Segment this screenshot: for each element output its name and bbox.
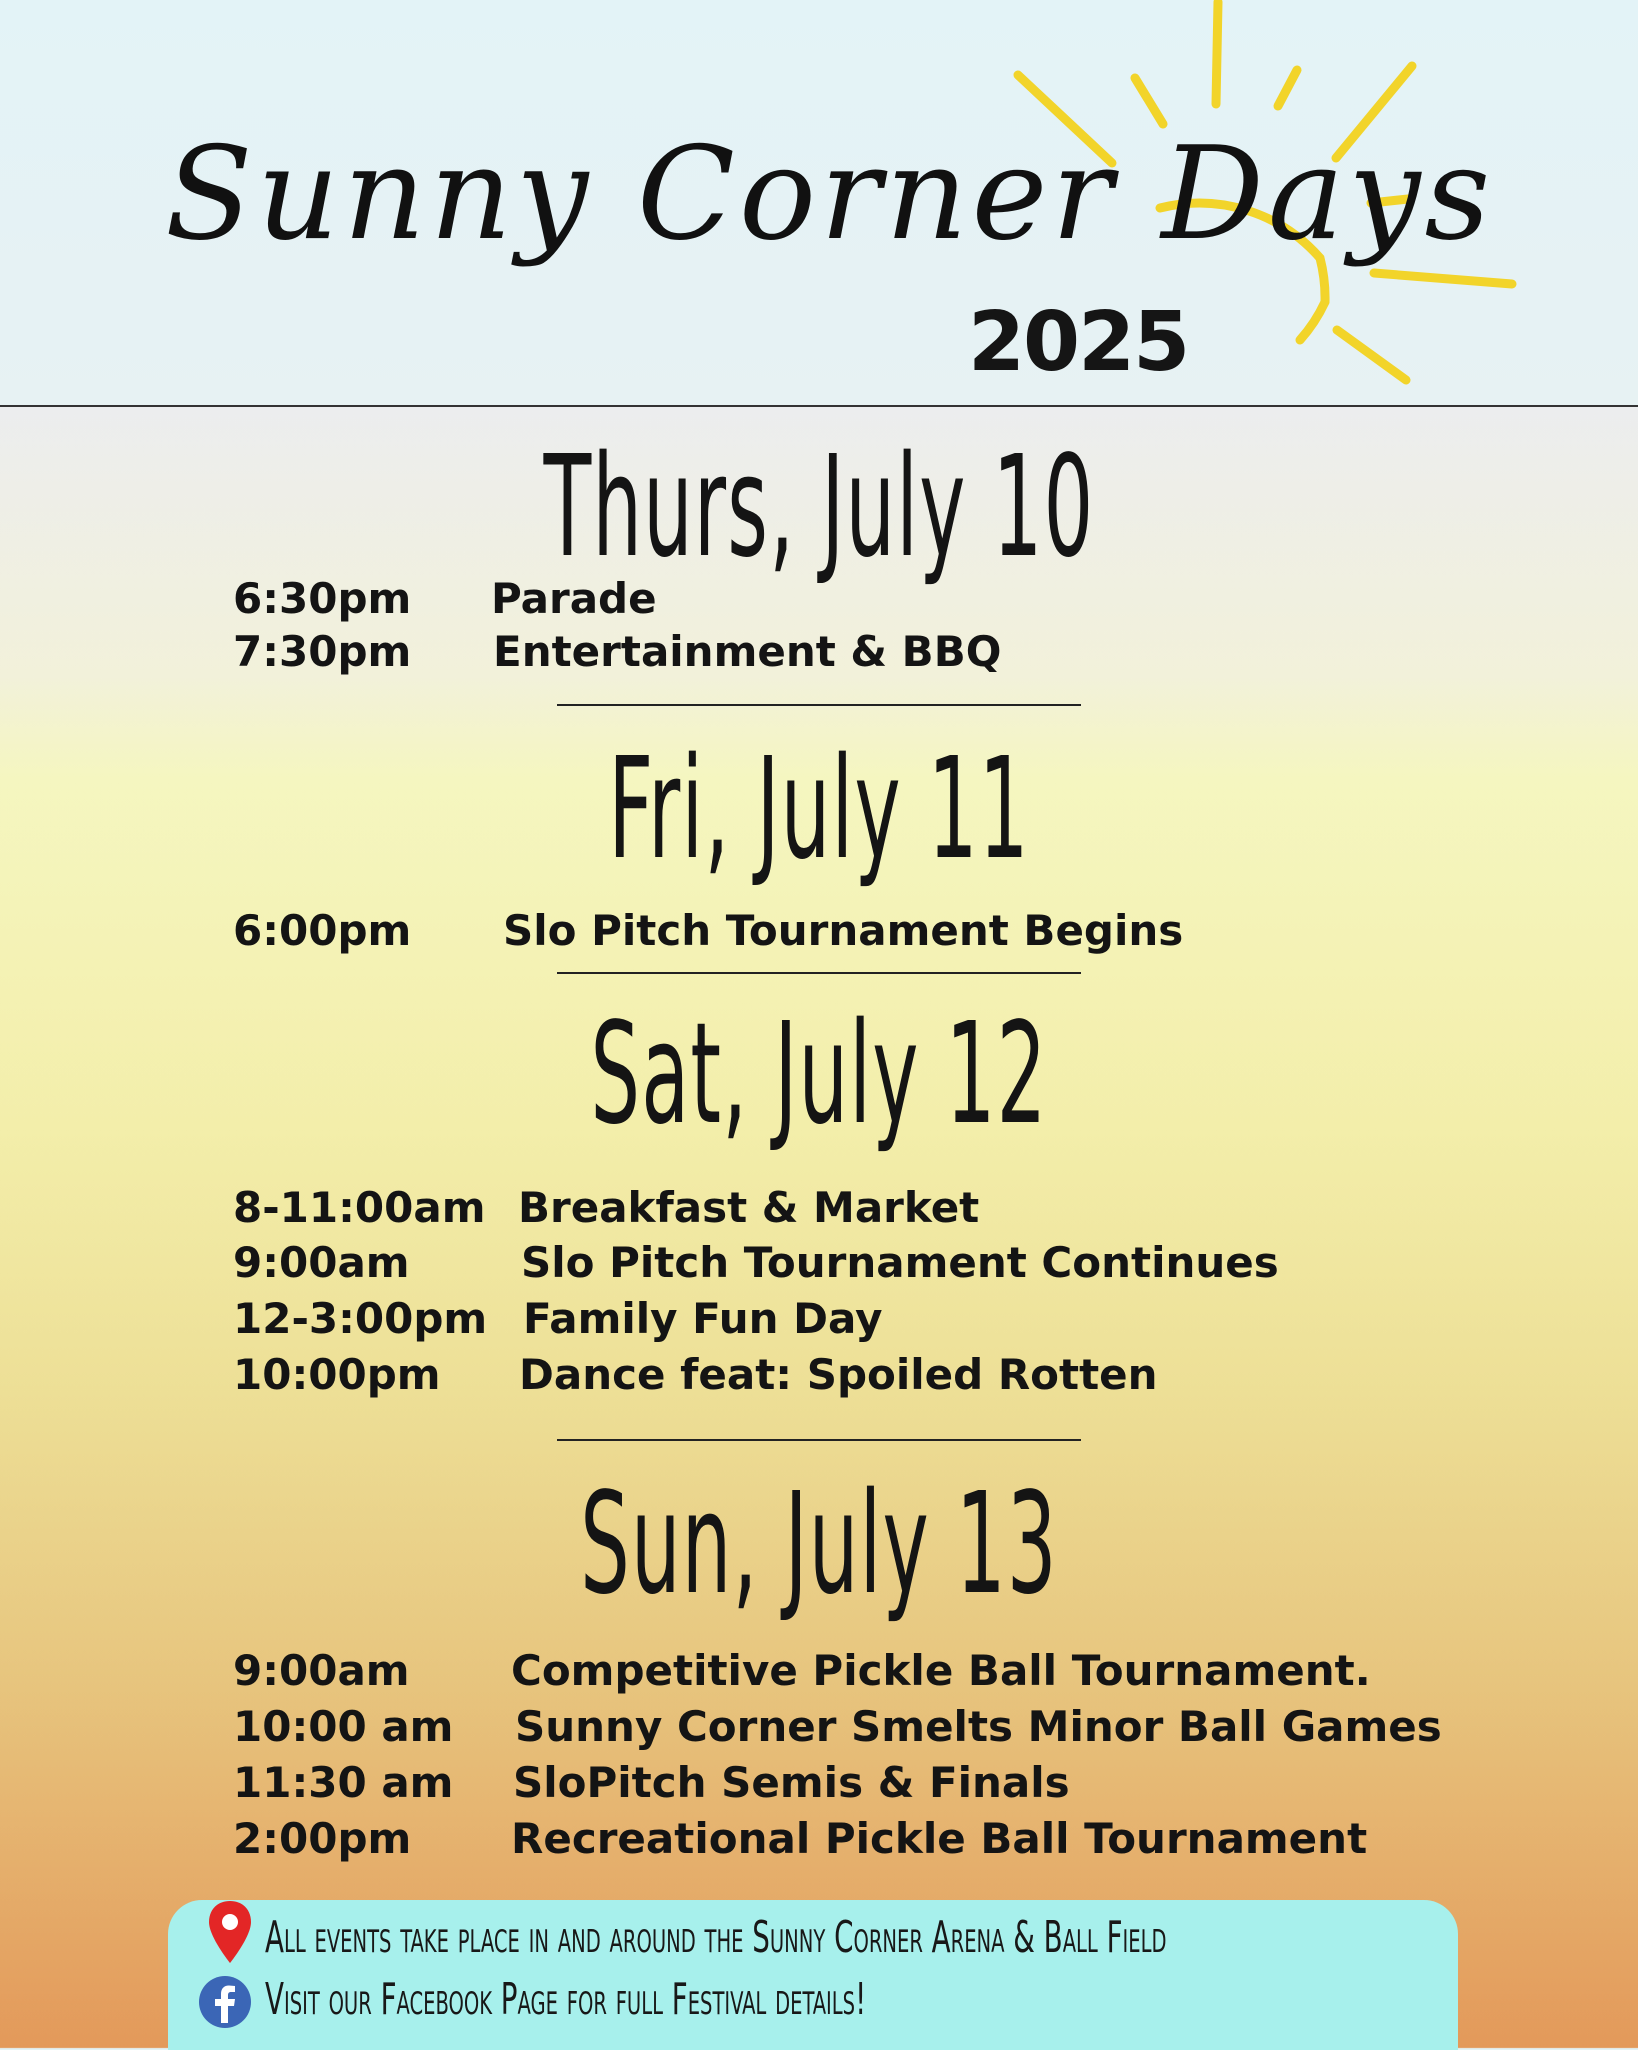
event-name: Entertainment & BBQ xyxy=(493,627,1002,676)
header-divider xyxy=(0,405,1638,407)
event-name: Parade xyxy=(491,574,657,623)
event-name: Slo Pitch Tournament Begins xyxy=(503,906,1184,955)
map-pin-icon xyxy=(205,1897,255,1967)
event-name: Dance feat: Spoiled Rotten xyxy=(519,1350,1158,1399)
day-heading-saturday: Sat, July 12 xyxy=(590,993,1048,1156)
event-time: 8-11:00am xyxy=(233,1183,486,1232)
section-divider xyxy=(557,704,1081,706)
event-time: 11:30 am xyxy=(233,1758,454,1807)
event-time: 10:00pm xyxy=(233,1350,441,1399)
section-divider xyxy=(557,972,1081,974)
festival-title: Sunny Corner Days xyxy=(165,120,1495,269)
event-time: 10:00 am xyxy=(233,1702,454,1751)
event-time: 12-3:00pm xyxy=(233,1294,488,1343)
event-time: 2:00pm xyxy=(233,1814,412,1863)
event-name: Recreational Pickle Ball Tournament xyxy=(511,1814,1368,1863)
event-name: Competitive Pickle Ball Tournament. xyxy=(511,1646,1371,1695)
event-time: 9:00am xyxy=(233,1646,410,1695)
event-name: Family Fun Day xyxy=(523,1294,883,1343)
event-name: Slo Pitch Tournament Continues xyxy=(521,1238,1279,1287)
day-heading-friday: Fri, July 11 xyxy=(608,728,1030,891)
event-name: SloPitch Semis & Finals xyxy=(513,1758,1070,1807)
event-time: 6:30pm xyxy=(233,574,412,623)
facebook-note[interactable]: Visit our Facebook Page for full Festival details! xyxy=(265,1974,867,2025)
day-heading-thursday: Thurs, July 10 xyxy=(543,426,1095,589)
event-name: Breakfast & Market xyxy=(518,1183,980,1232)
event-time: 9:00am xyxy=(233,1238,410,1287)
event-time: 6:00pm xyxy=(233,906,412,955)
event-time: 7:30pm xyxy=(233,627,412,676)
festival-year: 2025 xyxy=(968,295,1189,390)
facebook-icon[interactable] xyxy=(198,1975,252,2029)
location-note: All events take place in and around the Sunny Corner Arena & Ball Field xyxy=(265,1912,1167,1963)
event-name: Sunny Corner Smelts Minor Ball Games xyxy=(515,1702,1442,1751)
day-heading-sunday: Sun, July 13 xyxy=(580,1463,1058,1626)
section-divider xyxy=(557,1439,1081,1441)
